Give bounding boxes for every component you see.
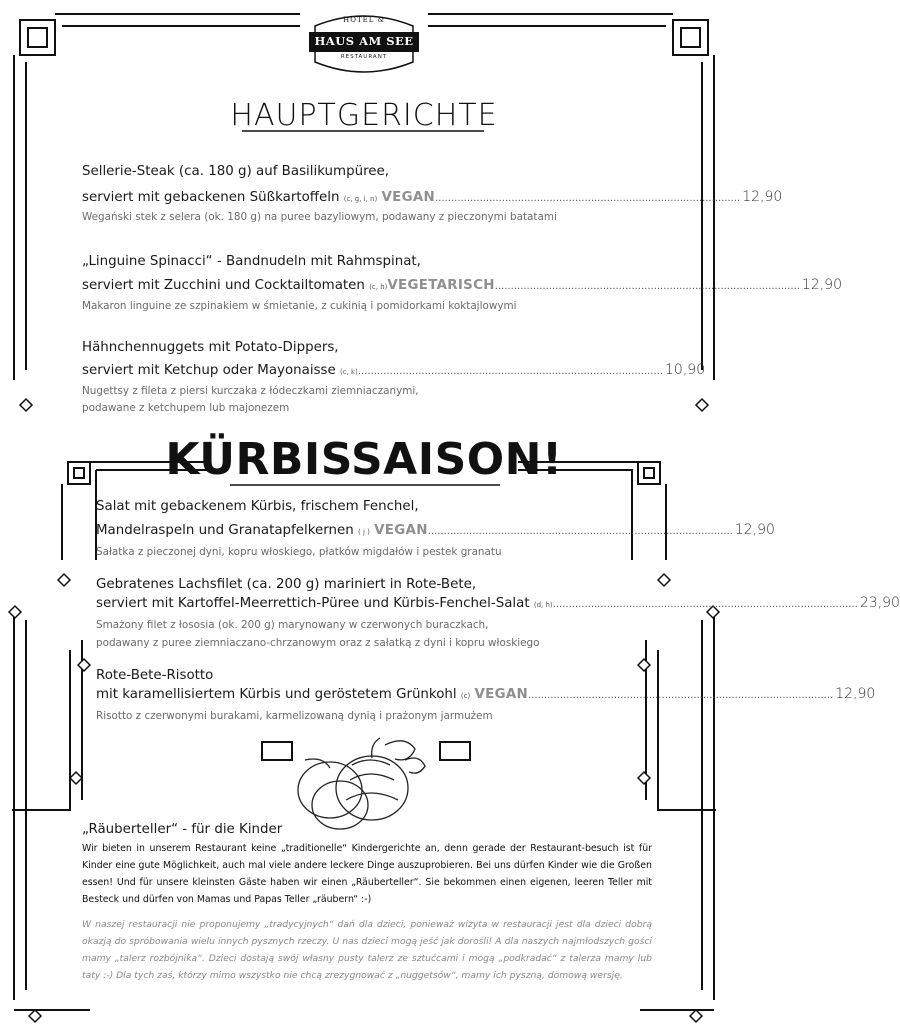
diet-tag: VEGETARISCH bbox=[387, 278, 495, 293]
menu-item-description: Nugettsy z fileta z piersi kurczaka z łódeczkami ziemniaczanymi, bbox=[82, 385, 419, 397]
menu-item-subtitle: serviert mit Kartoffel-Meerrettich-Püree und Kürbis-Fenchel-Salat bbox=[96, 596, 530, 611]
price: 23,90 bbox=[859, 595, 900, 611]
menu-item-price-line bbox=[82, 189, 783, 207]
diet-tag: VEGAN bbox=[381, 190, 436, 205]
menu-item-title: Sellerie-Steak (ca. 180 g) auf Basilikumpüree, bbox=[82, 164, 390, 179]
kids-section-text-de: Wir bieten in unserem Restaurant keine „traditionelle“ Kindergerichte an, denn gerade der Restaurant-besuch ist für Kinder eine gute Möglichkeit, auch mal viele andere leckere Dinge auszuprobieren. Bei uns dürfen Kinder wie die Großen essen! Und für unsere kleinsten Gäste haben wir einen „Räuberteller“. Sie bekommen einen eigenen, leeren Teller mit Besteck und dürfen von Mamas und Papas Teller „räubern“ :-) bbox=[82, 843, 652, 905]
leader-dots: ................................................................................................ bbox=[494, 281, 800, 292]
menu-item-description: Makaron linguine ze szpinakiem w śmietanie, z cukinią i pomidorkami koktajlowymi bbox=[82, 300, 517, 312]
price: 12,90 bbox=[801, 277, 843, 293]
kids-section-text-pl: W naszej restauracji nie proponujemy „tradycyjnych“ dań dla dzieci, ponieważ wizyta w restauracji jest dla dzieci dobrą okazją do spróbowania wielu innych pysznych rzeczy. U nas dzieci mogą jeść jak dorośli! A dla naszych najmłodszych gości mamy „talerz rozbójnika“. Dzieci dostają swój własny pusty talerz ze sztućcami i mogą „podkradać“ z talerza mamy lub taty :-) Dla tych zaś, którzy mimo wszystko nie chcą zrezygnować z „nuggetsów“, mamy ich pyszną, domową wersję. bbox=[82, 919, 652, 981]
allergens: ( j ) bbox=[358, 528, 370, 536]
allergens: (c, g, i, n) bbox=[343, 195, 378, 203]
menu-item-price-line bbox=[96, 686, 876, 704]
menu-item-description-2: podawane z ketchupem lub majonezem bbox=[82, 402, 290, 414]
allergens: (d, h) bbox=[533, 601, 553, 609]
menu-item-title: Salat mit gebackenem Kürbis, frischem Fenchel, bbox=[96, 499, 419, 514]
pumpkin-illustration bbox=[298, 738, 425, 829]
diet-tag: VEGAN bbox=[474, 687, 529, 702]
section-title-main: HAUPTGERICHTE bbox=[230, 98, 498, 133]
price: 12,90 bbox=[734, 522, 775, 538]
menu-item-subtitle: serviert mit Zucchini und Cocktailtomaten bbox=[82, 278, 365, 293]
allergens: (c, k) bbox=[340, 368, 358, 376]
leader-dots: ................................................................................................ bbox=[357, 366, 664, 377]
logo-restaurant-text: RESTAURANT bbox=[340, 54, 388, 60]
menu-item-subtitle: Mandelraspeln und Granatapfelkernen bbox=[96, 523, 354, 538]
menu-item-subtitle: mit karamellisiertem Kürbis und geröstetem Grünkohl bbox=[96, 687, 457, 702]
menu-item-price-line bbox=[96, 595, 900, 613]
price: 12,90 bbox=[742, 189, 783, 205]
menu-item-description: Sałatka z pieczonej dyni, kopru włoskiego, płatków migdałów i pestek granatu bbox=[96, 546, 502, 558]
menu-item-title: Hähnchennuggets mit Potato-Dippers, bbox=[82, 340, 339, 355]
diet-tag: VEGAN bbox=[374, 523, 428, 538]
menu-item-title: Rote-Bete-Risotto bbox=[96, 668, 214, 683]
menu-item-subtitle: serviert mit Ketchup oder Mayonaisse bbox=[82, 363, 336, 378]
menu-item-subtitle: serviert mit gebackenen Süßkartoffeln bbox=[82, 190, 340, 205]
menu-item-price-line bbox=[82, 362, 706, 380]
logo-hotel-text: HOTEL & bbox=[343, 16, 385, 24]
leader-dots: ................................................................................................ bbox=[435, 193, 741, 204]
menu-item-description: Risotto z czerwonymi burakami, karmelizowaną dynią i prażonym jarmużem bbox=[96, 710, 493, 722]
logo-name-text: HAUS AM SEE bbox=[314, 34, 414, 48]
menu-item-title: „Linguine Spinacci“ - Bandnudeln mit Rahmspinat, bbox=[82, 254, 421, 269]
menu-item-price-line bbox=[82, 277, 843, 295]
leader-dots: ................................................................................................ bbox=[528, 690, 834, 701]
kids-section-title: „Räuberteller“ - für die Kinder bbox=[82, 822, 283, 837]
section-title-pumpkin: KÜRBISSAISON! bbox=[165, 434, 563, 485]
menu-item-description: Smażony filet z łososia (ok. 200 g) marynowany w czerwonych buraczkach, bbox=[96, 619, 489, 631]
hotel-logo bbox=[305, 12, 423, 76]
allergens: (c) bbox=[460, 692, 471, 700]
menu-item-description: Wegański stek z selera (ok. 180 g) na puree bazyliowym, podawany z pieczonymi batatami bbox=[82, 211, 557, 223]
menu-item-title: Gebratenes Lachsfilet (ca. 200 g) mariniert in Rote-Bete, bbox=[96, 577, 477, 592]
price: 10,90 bbox=[665, 362, 706, 378]
leader-dots: ................................................................................................ bbox=[552, 599, 858, 610]
allergens: (c, h) bbox=[369, 283, 388, 291]
menu-item-price-line bbox=[96, 522, 775, 540]
leader-dots: ................................................................................................ bbox=[427, 526, 733, 537]
menu-item-description-2: podawany z puree ziemniaczano-chrzanowym oraz z sałatką z dyni i kopru włoskiego bbox=[96, 637, 540, 649]
price: 12,90 bbox=[835, 686, 876, 702]
